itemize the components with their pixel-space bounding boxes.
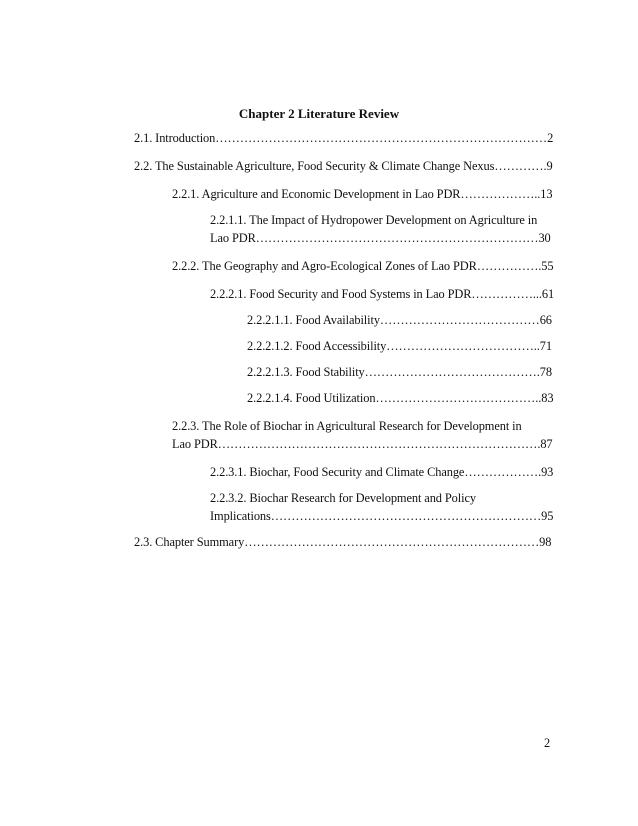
- toc-entry-page: 2: [547, 131, 554, 145]
- toc-entry-page: 13: [540, 187, 553, 201]
- toc-leader: ……………….: [464, 465, 542, 479]
- toc-entry-page: 78: [539, 365, 552, 379]
- toc-leader: ………….: [494, 159, 547, 173]
- toc-entry-text: 2.1. Introduction: [134, 131, 216, 145]
- toc-entry-page: 66: [539, 313, 552, 327]
- toc-entry-text: 2.2.1.1. The Impact of Hydropower Development on Agriculture in: [210, 213, 538, 227]
- page-number: 2: [544, 736, 551, 750]
- toc-entry-page: 98: [539, 535, 552, 549]
- toc-entry-food-utilization: [247, 391, 554, 406]
- toc-entry-text: 2.2.3.2. Biochar Research for Development and Policy: [210, 491, 476, 505]
- toc-entry-text: Lao PDR: [210, 231, 256, 245]
- toc-leader: …………………………………………………………: [270, 509, 542, 523]
- toc-entry-text: 2.2.3.1. Biochar, Food Security and Climate Change: [210, 465, 465, 479]
- toc-entry-biochar-policy-line1: [210, 491, 476, 506]
- toc-entry-food-availability: [247, 313, 554, 328]
- toc-entry-hydropower: [210, 231, 554, 246]
- toc-entry-page: 9: [546, 159, 553, 173]
- toc-entry-text: 2.2.1. Agriculture and Economic Development in Lao PDR: [172, 187, 461, 201]
- toc-entry-text: 2.2.2.1.4. Food Utilization: [247, 391, 376, 405]
- toc-entry-biochar-climate: [210, 465, 554, 480]
- toc-leader: …………………………………….: [364, 365, 540, 379]
- toc-leader: ……………………………………………………………: [255, 231, 539, 245]
- toc-entry-introduction: [134, 131, 554, 146]
- toc-leader: ………………………………………………………………: [244, 535, 540, 549]
- toc-entry-food-accessibility: [247, 339, 554, 354]
- toc-entry-geography: [172, 259, 554, 274]
- toc-entry-page: 83: [541, 391, 554, 405]
- toc-entry-text: Implications: [210, 509, 271, 523]
- page-title: Chapter 2 Literature Review: [238, 106, 400, 121]
- toc-entry-agriculture-economic: [172, 187, 554, 202]
- toc-leader: ………………………………………………………………………: [215, 131, 548, 145]
- toc-entry-biochar-role-line1: [172, 419, 522, 434]
- toc-entry-text: 2.2.2.1. Food Security and Food Systems in Lao PDR: [210, 287, 472, 301]
- toc-entry-text: 2.2.2.1.3. Food Stability: [247, 365, 365, 379]
- toc-entry-food-stability: [247, 365, 554, 380]
- toc-entry-text: 2.2.2.1.2. Food Accessibility: [247, 339, 387, 353]
- toc-entry-biochar-role: [172, 437, 554, 452]
- toc-entry-text: 2.2.2. The Geography and Agro-Ecological Zones of Lao PDR: [172, 259, 477, 273]
- toc-entry-food-systems: [210, 287, 554, 302]
- toc-entry-nexus: [134, 159, 554, 174]
- toc-entry-page: 71: [539, 339, 552, 353]
- toc-entry-text: 2.2. The Sustainable Agriculture, Food Security & Climate Change Nexus: [134, 159, 495, 173]
- toc-leader: ……………...: [471, 287, 542, 301]
- toc-entry-text: 2.2.3. The Role of Biochar in Agricultural Research for Development in: [172, 419, 522, 433]
- toc-leader: ………………………………..: [386, 339, 540, 353]
- toc-entry-page: 87: [540, 437, 553, 451]
- toc-entry-hydropower-line1: [210, 213, 537, 228]
- toc-entry-chapter-summary: [134, 535, 554, 550]
- toc-leader: ………………..: [460, 187, 541, 201]
- toc-entry-text: 2.3. Chapter Summary: [134, 535, 245, 549]
- toc-entry-page: 93: [541, 465, 554, 479]
- toc-entry-page: 30: [538, 231, 551, 245]
- toc-leader: …………………………………: [379, 313, 540, 327]
- toc-leader: …………………………………..: [375, 391, 542, 405]
- toc-entry-text: 2.2.2.1.1. Food Availability: [247, 313, 380, 327]
- toc-entry-page: 61: [541, 287, 554, 301]
- toc-leader: …………….: [476, 259, 542, 273]
- toc-entry-text: Lao PDR: [172, 437, 218, 451]
- toc-entry-page: 95: [541, 509, 554, 523]
- toc-entry-page: 55: [541, 259, 554, 273]
- toc-leader: …………………………………………………………………….: [217, 437, 541, 451]
- toc-entry-biochar-policy: [210, 509, 554, 524]
